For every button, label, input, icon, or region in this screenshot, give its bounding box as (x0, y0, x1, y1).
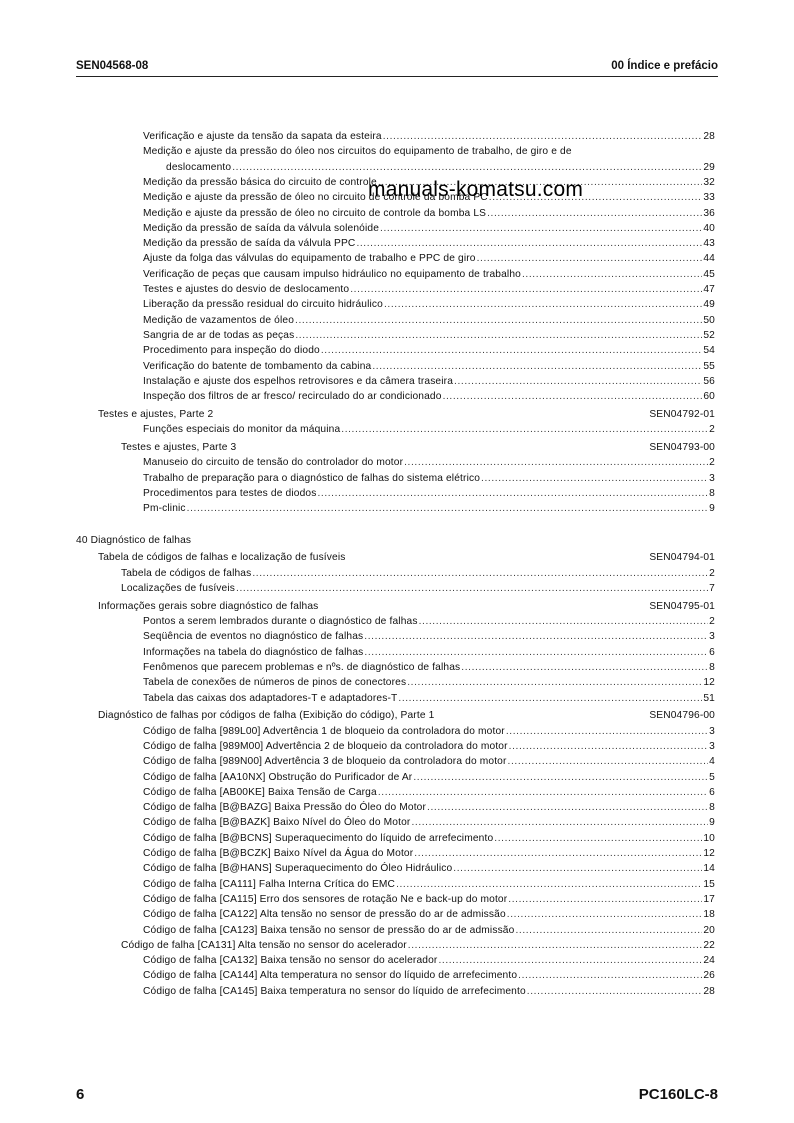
toc-leader-dots (407, 676, 702, 690)
toc-entry-title: Testes e ajustes, Parte 2 (98, 408, 214, 420)
toc-entry (143, 661, 715, 675)
toc-entry-title: Código de falha [CA132] Baixa tensão no sensor do acelerador (143, 955, 438, 967)
toc-page-number: 4 (709, 756, 715, 768)
toc-page-number: 29 (703, 161, 715, 173)
toc-page-number: 2 (709, 567, 715, 579)
toc-entry-title: Código de falha [CA144] Alta temperatura no sensor do líquido de arrefecimento (143, 970, 518, 982)
toc-entry-title: Código de falha [CA123] Baixa tensão no sensor de pressão do ar de admissão (143, 924, 515, 936)
toc-page-number: 47 (703, 284, 715, 295)
toc-leader-dots (506, 725, 708, 739)
toc-entry-title: Pm-clinic (143, 503, 186, 515)
toc-entry (143, 646, 715, 660)
toc-section-code: SEN04792-01 (649, 408, 715, 420)
toc-page-number: 12 (703, 677, 715, 689)
toc-entry (143, 954, 715, 968)
toc-entry (121, 567, 715, 581)
toc-entry-title: Diagnóstico de falhas por códigos de falha (Exibição do código), Parte 1 (98, 710, 435, 722)
toc-section-code: SEN04794-01 (649, 552, 715, 564)
toc-entry-title: Funções especiais do monitor da máquina (143, 424, 341, 436)
toc-page-number: 2 (709, 616, 715, 627)
toc-entry-title: Testes e ajustes, Parte 3 (121, 442, 237, 453)
toc-leader-dots (295, 329, 702, 343)
toc-entry (143, 630, 715, 644)
toc-page-number: 5 (709, 771, 715, 783)
toc-leader-dots (522, 268, 702, 282)
toc-entry-title: Tabela de códigos de falhas (121, 567, 252, 579)
toc-entry (143, 487, 715, 501)
toc-leader-dots (350, 283, 702, 297)
toc-entry-title: Procedimento para inspeção do diodo (143, 345, 320, 357)
toc-page-number: 32 (703, 176, 715, 188)
toc-entry (143, 222, 715, 236)
toc-entry (121, 939, 715, 953)
toc-page-number: 28 (703, 985, 715, 997)
toc-leader-dots (380, 222, 702, 236)
toc-entry-title: Fenômenos que parecem problemas e nºs. de diagnóstico de falhas (143, 661, 461, 673)
toc-leader-dots (419, 615, 709, 629)
toc-entry (143, 298, 715, 312)
toc-leader-dots (398, 692, 702, 706)
toc-entry (143, 878, 715, 892)
toc-page-number: 10 (703, 832, 715, 844)
toc-entry (143, 893, 715, 907)
toc-page-number: 50 (703, 314, 715, 326)
toc-leader-dots (438, 954, 702, 968)
toc-entry (143, 456, 715, 470)
toc-entry-title: Código de falha [CA111] Falha Interna Crítica do EMC (143, 878, 396, 890)
toc-page-number: 8 (709, 802, 715, 814)
toc-entry (143, 130, 715, 144)
toc-entry (143, 329, 715, 343)
toc-entry-title: Código de falha [CA122] Alta tensão no sensor de pressão do ar de admissão (143, 909, 506, 921)
toc-entry-title: deslocamento (166, 161, 232, 173)
toc-entry (143, 755, 715, 769)
watermark: manuals-komatsu.com (368, 178, 584, 201)
toc-leader-dots (454, 375, 702, 389)
toc-leader-dots (515, 924, 702, 938)
toc-entry-title: Tabela das caixas dos adaptadores-T e adaptadores-T (143, 692, 398, 704)
toc-entry (166, 161, 715, 175)
toc-page-number: 24 (703, 955, 715, 967)
toc-section-heading (98, 551, 715, 565)
toc-entry (143, 771, 715, 785)
toc-leader-dots (509, 740, 709, 754)
toc-page-number: 8 (709, 487, 715, 499)
toc-entry-title: Código de falha [B@BAZG] Baixa Pressão do Óleo do Motor (143, 802, 427, 814)
toc-page-number: 17 (703, 893, 715, 905)
toc-entry-title: Verificação do batente de tombamento da cabina (143, 360, 372, 372)
toc-section-heading (98, 408, 715, 422)
toc-entry (143, 615, 715, 629)
toc-page-number: 36 (703, 207, 715, 219)
toc-leader-dots (341, 423, 708, 437)
toc-page-number: 7 (709, 582, 715, 594)
toc-leader-dots (356, 237, 702, 251)
toc-entry (143, 268, 715, 282)
toc-entry (143, 145, 715, 159)
toc-page-number: 3 (709, 472, 715, 484)
toc-entry-title: Medição e ajuste da pressão de óleo no circuito de controle da bomba LS (143, 207, 487, 219)
toc-section-heading (121, 441, 715, 455)
toc-entry-title: 40 Diagnóstico de falhas (76, 534, 192, 546)
toc-page-number: 6 (709, 786, 715, 798)
model-name: PC160LC-8 (638, 1086, 718, 1103)
toc-entry-title: Código de falha [B@BCZK] Baixo Nível da Água do Motor (143, 848, 414, 859)
toc-section-heading (98, 709, 715, 723)
toc-leader-dots (427, 801, 708, 815)
toc-leader-dots (411, 816, 708, 830)
toc-leader-dots (364, 630, 708, 644)
toc-entry (143, 390, 715, 404)
toc-entry (143, 423, 715, 437)
toc-entry-title: Código de falha [CA115] Erro dos sensores de rotação Ne e back-up do motor (143, 893, 508, 905)
toc-leader-dots (518, 969, 702, 983)
document-code: SEN04568-08 (76, 60, 149, 72)
toc-page-number: 49 (703, 299, 715, 311)
toc-entry (143, 314, 715, 328)
toc-leader-dots (507, 908, 703, 922)
toc-leader-dots (187, 502, 709, 516)
toc-entry (143, 472, 715, 486)
toc-entry (143, 969, 715, 983)
toc-page-number: 3 (709, 740, 715, 752)
toc-page-number: 60 (703, 391, 715, 403)
toc-leader-dots (481, 472, 708, 486)
page-number: 6 (76, 1086, 85, 1103)
toc-entry (143, 676, 715, 690)
toc-entry (143, 725, 715, 739)
toc-entry (143, 207, 715, 221)
toc-entry-title: Pontos a serem lembrados durante o diagnóstico de falhas (143, 616, 418, 627)
toc-entry-title: Código de falha [CA131] Alta tensão no sensor do acelerador (121, 939, 407, 951)
toc-leader-dots (317, 487, 708, 501)
toc-page-number: 33 (703, 192, 715, 204)
toc-page-number: 18 (703, 909, 715, 921)
toc-page-number: 55 (703, 360, 715, 372)
toc-entry-title: Informações na tabela do diagnóstico de falhas (143, 646, 364, 658)
toc-section-code: SEN04793-00 (649, 442, 715, 453)
toc-page-number: 45 (703, 268, 715, 280)
toc-entry-title: Código de falha [CA145] Baixa temperatura no sensor do líquido de arrefecimento (143, 985, 526, 997)
page-header (76, 58, 718, 77)
toc-entry (143, 801, 715, 815)
toc-leader-dots (408, 939, 703, 953)
toc-section-heading (76, 534, 715, 548)
toc-page-number: 2 (709, 424, 715, 436)
toc-page-number: 56 (703, 375, 715, 387)
toc-page-number: 51 (703, 692, 715, 704)
toc-entry-title: Inspeção dos filtros de ar fresco/ recirculado do ar condicionado (143, 391, 442, 403)
toc-leader-dots (232, 161, 702, 175)
toc-leader-dots (252, 567, 708, 581)
toc-entry-title: Código de falha [989L00] Advertência 1 de bloqueio da controladora do motor (143, 725, 505, 737)
toc-leader-dots (443, 390, 703, 404)
toc-page-number: 9 (709, 817, 715, 829)
toc-entry (143, 908, 715, 922)
toc-leader-dots (384, 298, 702, 312)
toc-entry-title: Verificação e ajuste da tensão da sapata da esteira (143, 131, 382, 142)
toc-page-number: 9 (709, 503, 715, 515)
toc-entry-title: Código de falha [989N00] Advertência 3 de bloqueio da controladora do motor (143, 756, 507, 768)
toc-leader-dots (295, 314, 702, 328)
toc-page-number: 52 (703, 329, 715, 341)
toc-page-number: 40 (703, 222, 715, 234)
toc-page-number: 44 (703, 253, 715, 265)
toc-entry-title: Informações gerais sobre diagnóstico de falhas (98, 600, 319, 612)
toc-entry-title: Código de falha [B@HANS] Superaquecimento do Óleo Hidráulico (143, 863, 453, 875)
toc-section-code: SEN04795-01 (649, 600, 715, 612)
toc-entry-title: Medição e ajuste da pressão de óleo no circuito de controle da bomba PC (143, 192, 488, 204)
toc-entry-title: Código de falha [989M00] Advertência 2 de bloqueio da controladora do motor (143, 740, 508, 752)
toc-page-number: 2 (709, 457, 715, 469)
toc-entry (143, 375, 715, 389)
toc-page-number: 6 (709, 646, 715, 658)
toc-entry-title: Medição de vazamentos de óleo (143, 314, 295, 326)
toc-entry (143, 237, 715, 251)
toc-entry (143, 847, 715, 861)
toc-entry (143, 985, 715, 999)
toc-entry-title: Localizações de fusíveis (121, 582, 236, 594)
toc-entry-title: Testes e ajustes do desvio de deslocamento (143, 284, 350, 295)
toc-entry (143, 786, 715, 800)
toc-entry-title: Código de falha [AA10NX] Obstrução do Purificador de Ar (143, 771, 413, 783)
toc-leader-dots (453, 862, 702, 876)
toc-leader-dots (372, 360, 702, 374)
toc-entry-title: Seqüência de eventos no diagnóstico de falhas (143, 631, 364, 643)
toc-leader-dots (413, 771, 708, 785)
toc-leader-dots (527, 985, 703, 999)
toc-page-number: 43 (703, 238, 715, 250)
toc-leader-dots (383, 130, 703, 144)
toc-leader-dots (236, 582, 708, 596)
toc-page-number: 26 (703, 970, 715, 982)
toc-entry-title: Medição e ajuste da pressão do óleo nos circuitos do equipamento de trabalho, de giro e de (143, 146, 572, 158)
toc-leader-dots (508, 893, 702, 907)
toc-entry (143, 862, 715, 876)
toc-entry (143, 360, 715, 374)
toc-entry-title: Procedimentos para testes de diodos (143, 487, 317, 499)
toc-entry-title: Sangria de ar de todas as peças (143, 329, 295, 341)
toc-leader-dots (461, 661, 708, 675)
toc-leader-dots (404, 456, 708, 470)
toc-entry-title: Manuseio do circuito de tensão do controlador do motor (143, 457, 404, 469)
toc-entry (143, 832, 715, 846)
toc-entry (143, 692, 715, 706)
toc-entry-title: Liberação da pressão residual do circuito hidráulico (143, 299, 383, 311)
toc-entry (143, 502, 715, 516)
toc-leader-dots (508, 755, 709, 769)
toc-entry (143, 740, 715, 754)
toc-entry (143, 816, 715, 830)
toc-leader-dots (321, 344, 703, 358)
toc-page-number: 20 (703, 924, 715, 936)
toc-entry (143, 283, 715, 297)
toc-entry-title: Tabela de conexões de números de pinos de conectores (143, 677, 407, 689)
toc-leader-dots (477, 252, 703, 266)
toc-page-number: 3 (709, 631, 715, 643)
toc-entry-title: Medição da pressão de saída da válvula PPC (143, 238, 356, 250)
toc-entry (143, 252, 715, 266)
toc-leader-dots (414, 847, 702, 861)
toc-entry (121, 582, 715, 596)
toc-page-number: 22 (703, 939, 715, 951)
toc-entry (143, 924, 715, 938)
toc-entry-title: Instalação e ajuste dos espelhos retrovisores e da câmera traseira (143, 375, 454, 387)
toc-entry-title: Código de falha [B@BCNS] Superaquecimento do líquido de arrefecimento (143, 832, 494, 844)
toc-leader-dots (494, 832, 702, 846)
toc-entry-title: Medição da pressão básica do circuito de controle (143, 176, 377, 188)
toc-entry-title: Ajuste da folga das válvulas do equipamento de trabalho e PPC de giro (143, 253, 476, 265)
toc-leader-dots (487, 207, 702, 221)
toc-section-code: SEN04796-00 (649, 710, 715, 722)
toc-page-number: 28 (703, 131, 715, 142)
toc-entry-title: Código de falha [AB00KE] Baixa Tensão de Carga (143, 786, 377, 798)
toc-entry-title: Código de falha [B@BAZK] Baixo Nível do Óleo do Motor (143, 817, 411, 829)
toc-leader-dots (396, 878, 702, 892)
toc-entry-title: Medição da pressão de saída da válvula solenóide (143, 222, 380, 234)
toc-page-number: 8 (709, 661, 715, 673)
toc-entry (143, 344, 715, 358)
section-title: 00 Índice e prefácio (611, 60, 718, 72)
toc-section-heading (98, 600, 715, 614)
toc-page-number: 15 (703, 878, 715, 890)
toc-entry-title: Trabalho de preparação para o diagnóstico de falhas do sistema elétrico (143, 472, 481, 484)
toc-page-number: 54 (703, 345, 715, 357)
toc-leader-dots (378, 786, 708, 800)
toc-leader-dots (364, 646, 708, 660)
toc-page-number: 14 (703, 863, 715, 875)
toc-entry-title: Verificação de peças que causam impulso hidráulico no equipamento de trabalho (143, 268, 521, 280)
toc-entry-title: Tabela de códigos de falhas e localização de fusíveis (98, 552, 346, 564)
toc-page-number: 3 (709, 725, 715, 737)
toc-page-number: 12 (703, 848, 715, 859)
